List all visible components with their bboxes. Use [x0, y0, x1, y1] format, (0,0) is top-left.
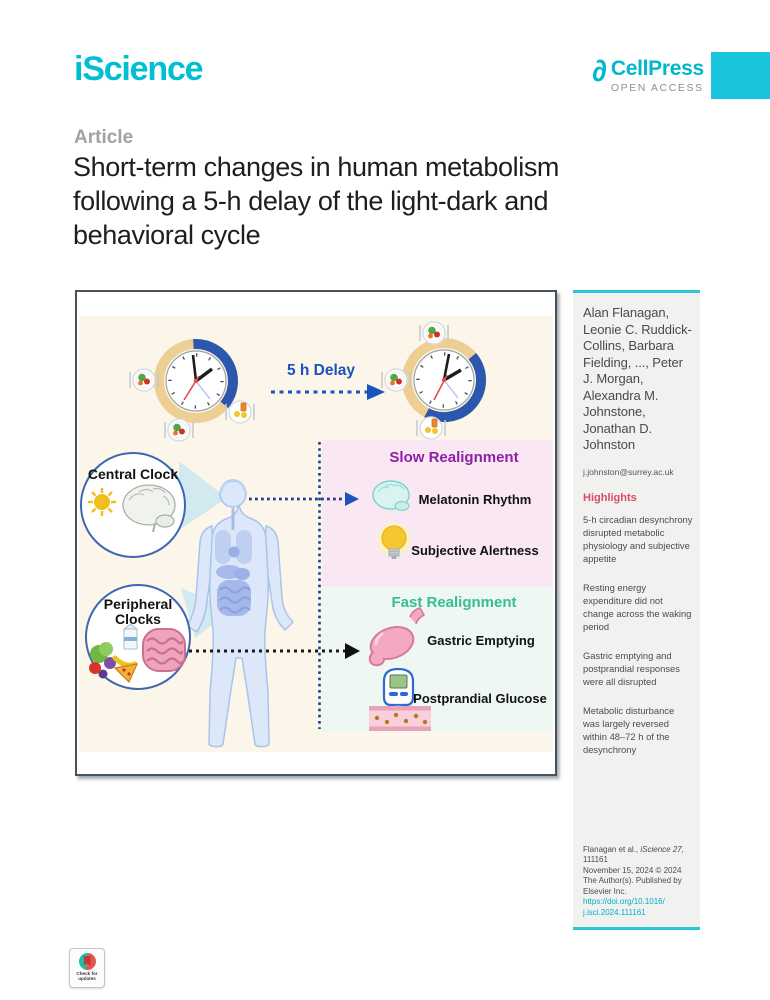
authors: Alan Flanagan, Leonie C. Ruddick-Collins, Barbara Fielding, ..., Peter J. Morgan, Alexandra M. Johnstone, Jonathan D. Johnston	[583, 305, 692, 452]
highlight-item: 5-h circadian desynchrony disrupted metabolic physiology and subjective appetite	[583, 513, 693, 564]
delay-label: 5 h Delay	[286, 362, 356, 379]
title-line: following a 5-h delay of the light-dark and	[73, 186, 549, 216]
title-line: Short-term changes in human metabolism	[73, 152, 560, 182]
graphical-abstract-canvas	[79, 316, 553, 752]
sidebar	[573, 290, 700, 930]
doi-link[interactable]: https://doi.org/10.1016/	[583, 897, 665, 906]
citation-journal: iScience 27,	[640, 844, 684, 854]
delay-arrow	[271, 384, 385, 400]
fast-panel-title: Fast Realignment	[391, 594, 517, 611]
blood-vessel-icon	[369, 706, 431, 731]
melatonin-label: Melatonin Rhythm	[418, 492, 532, 507]
badge-line: Check for	[76, 971, 98, 976]
intestine-icon	[143, 629, 185, 671]
right-behavior-clock-icon	[382, 322, 481, 439]
publisher-name: CellPress	[610, 57, 704, 80]
badge-line: updates	[78, 976, 96, 982]
crossmark-icon	[79, 953, 96, 970]
gastric-label: Gastric Emptying	[427, 633, 535, 648]
citation-number: 111161	[583, 855, 608, 864]
doi-link[interactable]: j.isci.2024.111161	[583, 907, 646, 917]
graphical-abstract	[75, 290, 557, 776]
check-for-updates-badge[interactable]	[69, 948, 105, 988]
meal-plate-icon	[130, 369, 158, 391]
highlight-item: Gastric emptying and postprandial responses were all disrupted	[583, 649, 680, 687]
postprandial-label: Postprandial Glucose	[413, 691, 547, 706]
highlights-title: Highlights	[583, 491, 637, 504]
citation-authors: Flanagan et al.,	[583, 844, 641, 854]
cellpress-swoosh-icon: ∂	[592, 55, 607, 88]
check-for-updates-label	[70, 971, 104, 981]
citation-line	[583, 845, 693, 856]
highlight-item: Resting energy expenditure did not change across the waking period	[583, 581, 692, 632]
slow-panel-title: Slow Realignment	[389, 449, 519, 466]
central-clock-label: Central Clock	[87, 466, 179, 482]
graphical-abstract-art	[79, 316, 553, 752]
article-kicker: Article	[74, 127, 134, 148]
peripheral-label-line: Clocks	[115, 611, 161, 627]
citation-block	[583, 845, 693, 919]
correspondence-email[interactable]: j.johnston@surrey.ac.uk	[583, 466, 674, 477]
left-behavior-clock-icon	[130, 344, 254, 441]
open-access-label: OPEN ACCESS	[610, 82, 704, 94]
title-line: behavioral cycle	[73, 220, 261, 250]
article-title	[73, 150, 559, 252]
citation-publisher: November 15, 2024 © 2024 The Author(s). Published by Elsevier Inc.	[583, 865, 682, 896]
alertness-label: Subjective Alertness	[411, 543, 539, 558]
peripheral-label-line: Peripheral	[103, 596, 173, 612]
publisher-logo	[592, 55, 704, 94]
journal-logo: iScience	[74, 50, 203, 88]
human-body-illustration	[187, 479, 293, 747]
brand-corner-square	[711, 52, 770, 99]
peripheral-clocks-label	[104, 597, 172, 627]
bookmark-icon	[84, 956, 91, 966]
highlight-item: Metabolic disturbance was largely reversed within 48–72 h of the desynchrony	[583, 704, 675, 755]
sun-icon	[88, 488, 116, 516]
